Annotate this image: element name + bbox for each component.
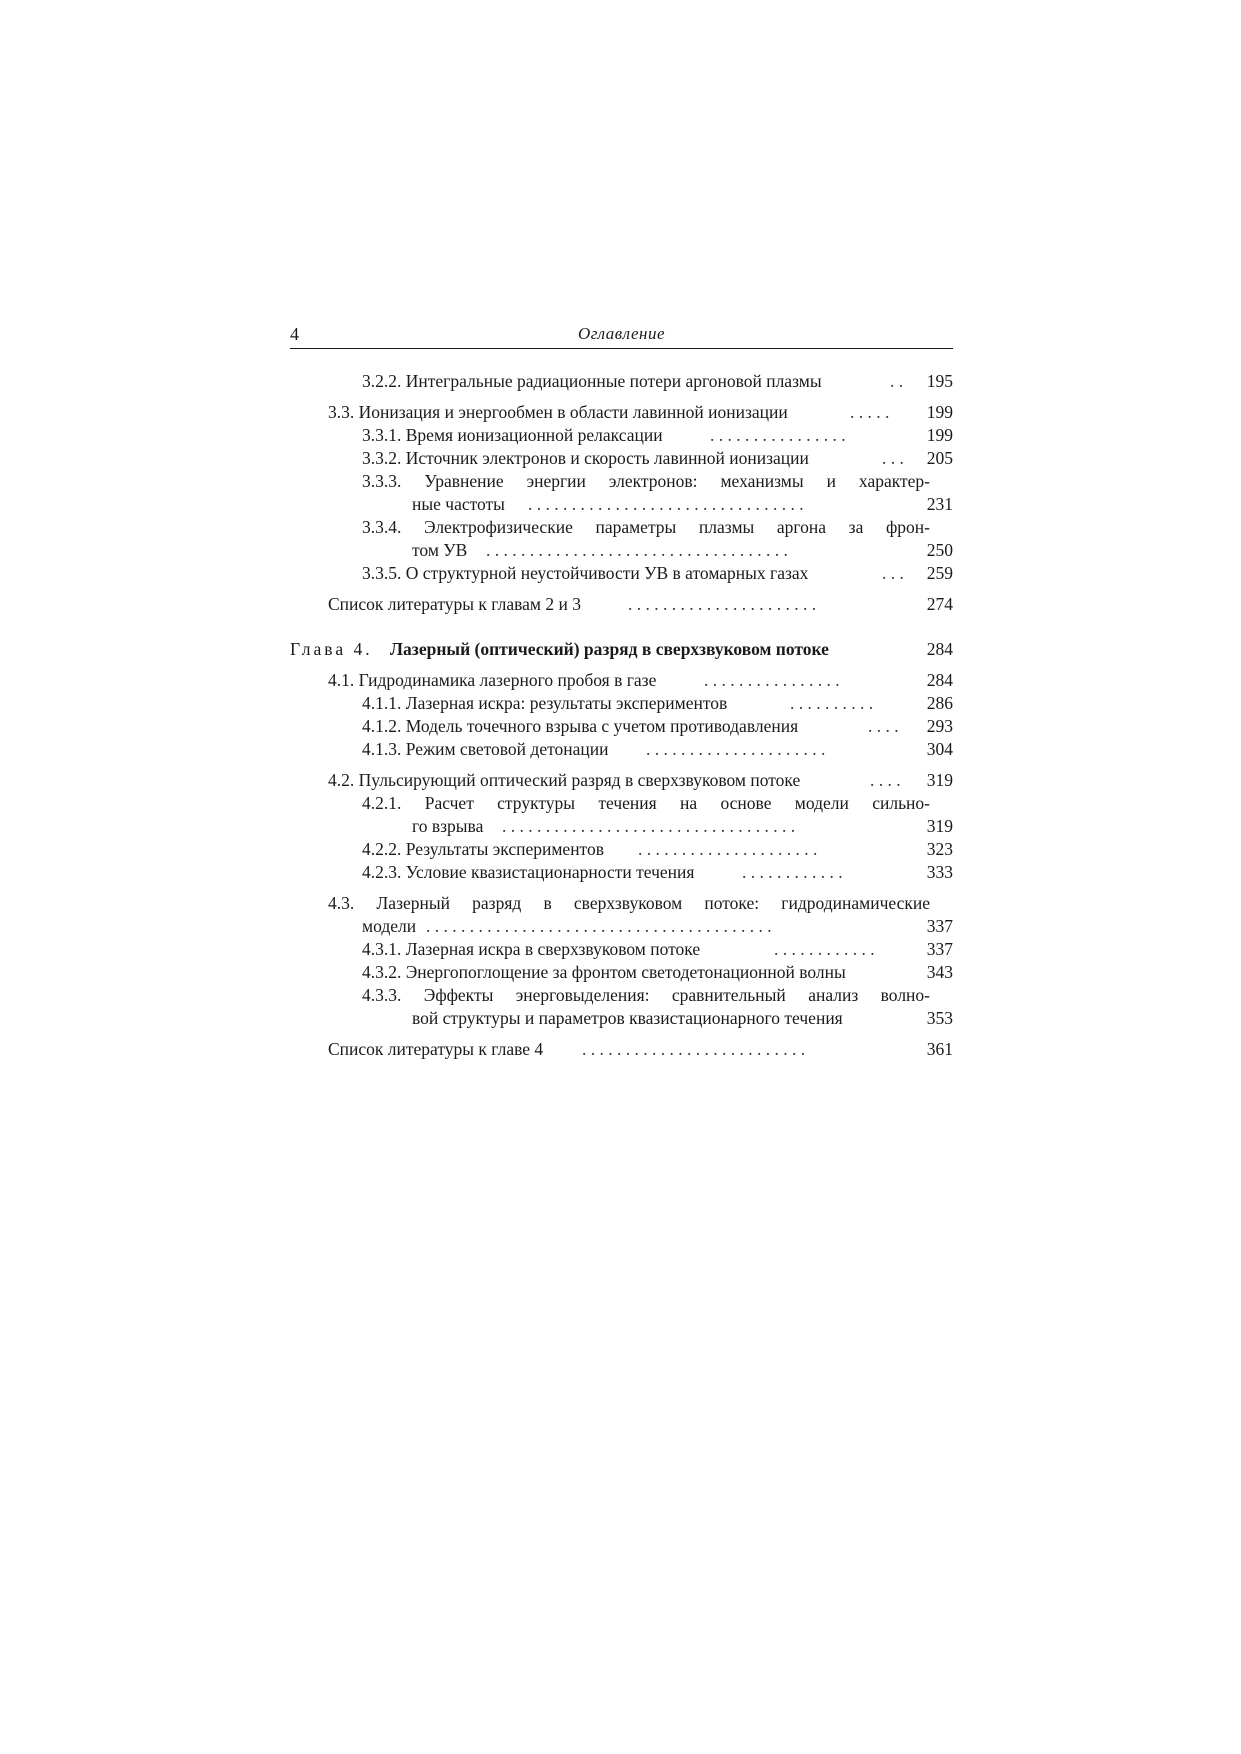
toc-entry-continuation[interactable] bbox=[290, 1007, 953, 1030]
toc-page-number: 199 bbox=[926, 402, 953, 422]
toc-entry[interactable] bbox=[290, 715, 953, 738]
toc-leader-dots: . . . bbox=[882, 448, 904, 468]
toc-entry-label: 3.3.2. Источник электронов и скорость лавинной ионизации bbox=[362, 448, 809, 468]
toc-entry[interactable] bbox=[290, 669, 953, 692]
toc-page-number: 250 bbox=[926, 540, 953, 560]
toc-leader-dots: . . . . . . . . . . . . . . . . bbox=[704, 670, 840, 690]
toc-entry-label: 4.3.1. Лазерная искра в сверхзвуковом потоке bbox=[362, 939, 701, 959]
toc-chapter-prefix: Глава 4. bbox=[290, 639, 373, 659]
toc-entry[interactable] bbox=[290, 516, 953, 539]
toc-entry-continuation[interactable] bbox=[290, 493, 953, 516]
toc-entry-continuation[interactable] bbox=[290, 815, 953, 838]
running-header bbox=[290, 322, 953, 349]
toc-page-number: 293 bbox=[926, 716, 953, 736]
toc-leader-dots: . . . . . . . . . . . . . . . . . . . . . . . . . . . . . . . . . . . bbox=[486, 540, 788, 560]
table-of-contents bbox=[290, 370, 953, 1061]
toc-page-number: 343 bbox=[926, 962, 953, 982]
toc-entry[interactable] bbox=[290, 447, 953, 470]
toc-entry-label: Список литературы к главе 4 bbox=[328, 1039, 544, 1059]
toc-entry[interactable] bbox=[290, 792, 953, 815]
toc-leader-dots: . . . . bbox=[870, 770, 901, 790]
toc-entry[interactable] bbox=[290, 984, 953, 1007]
toc-page-number: 259 bbox=[926, 563, 953, 583]
toc-page-number: 284 bbox=[926, 670, 953, 690]
toc-entry-label: вой структуры и параметров квазистационарного течения bbox=[412, 1008, 843, 1028]
toc-chapter-entry[interactable] bbox=[290, 638, 953, 661]
toc-chapter-title: Лазерный (оптический) разряд в сверхзвуковом потоке bbox=[390, 639, 829, 659]
toc-leader-dots: . . . . . . . . . . . . . . . . . . . . . bbox=[638, 839, 818, 859]
toc-entry[interactable] bbox=[290, 769, 953, 792]
toc-page-number: 195 bbox=[926, 371, 953, 391]
toc-page-number: 199 bbox=[926, 425, 953, 445]
toc-entry-label: 4.2.3. Условие квазистационарности течения bbox=[362, 862, 695, 882]
toc-leader-dots: . . . . . . . . . . . . bbox=[774, 939, 875, 959]
toc-leader-dots: . . . . . . . . . . . . . . . . . . . . . . . . . . . . . . . . . . . . . . . . bbox=[426, 916, 772, 936]
toc-page-number: 205 bbox=[926, 448, 953, 468]
toc-page-number: 361 bbox=[926, 1039, 953, 1059]
toc-entry-label: 3.2.2. Интегральные радиационные потери аргоновой плазмы bbox=[362, 371, 822, 391]
running-title: Оглавление bbox=[577, 324, 666, 343]
toc-entry-label: модели bbox=[362, 916, 417, 936]
toc-entry[interactable] bbox=[290, 370, 953, 393]
toc-entry[interactable] bbox=[290, 892, 953, 915]
toc-entry[interactable] bbox=[290, 562, 953, 585]
toc-entry-references[interactable] bbox=[290, 1038, 953, 1061]
toc-page-number: 353 bbox=[926, 1008, 953, 1028]
toc-page-number: 284 bbox=[926, 639, 953, 659]
toc-entry[interactable] bbox=[290, 861, 953, 884]
toc-leader-dots: . . . . . . . . . . . . bbox=[742, 862, 843, 882]
toc-page-number: 231 bbox=[926, 494, 953, 514]
toc-entry-label: 4.3.2. Энергопоглощение за фронтом светодетонационной волны bbox=[362, 962, 846, 982]
toc-entry-label: 3.3.4. Электрофизические параметры плазмы аргона за фрон- bbox=[362, 517, 930, 537]
toc-leader-dots: . . . . bbox=[868, 716, 899, 736]
toc-page-number: 274 bbox=[926, 594, 953, 614]
toc-page-number: 337 bbox=[926, 916, 953, 936]
toc-entry-continuation[interactable] bbox=[290, 915, 953, 938]
toc-page-number: 304 bbox=[926, 739, 953, 759]
toc-entry[interactable] bbox=[290, 938, 953, 961]
page-number: 4 bbox=[290, 324, 299, 344]
toc-entry-label: 3.3.3. Уравнение энергии электронов: механизмы и характер- bbox=[362, 471, 930, 491]
toc-page-number: 337 bbox=[926, 939, 953, 959]
toc-leader-dots: . . . . . . . . . . . . . . . . . . . . . . bbox=[628, 594, 817, 614]
toc-entry[interactable] bbox=[290, 738, 953, 761]
toc-entry-label: 4.1.3. Режим световой детонации bbox=[362, 739, 609, 759]
toc-entry-label: 4.2.2. Результаты экспериментов bbox=[362, 839, 604, 859]
toc-entry-label: 3.3.5. О структурной неустойчивости УВ в атомарных газах bbox=[362, 563, 809, 583]
toc-entry[interactable] bbox=[290, 424, 953, 447]
toc-leader-dots: . . . . . . . . . . . . . . . . . . . . . . . . . . . . . . . . bbox=[528, 494, 804, 514]
toc-entry-label: 4.3.3. Эффекты энерговыделения: сравнительный анализ волно- bbox=[362, 985, 930, 1005]
toc-leader-dots: . . . . . . . . . . . . . . . . . . . . . . . . . . . . . . . . . . bbox=[502, 816, 796, 836]
toc-entry-label: го взрыва bbox=[412, 816, 484, 836]
toc-entry-label: ные частоты bbox=[412, 494, 505, 514]
toc-entry[interactable] bbox=[290, 961, 953, 984]
toc-entry[interactable] bbox=[290, 401, 953, 424]
toc-page-number: 286 bbox=[926, 693, 953, 713]
toc-page-number: 323 bbox=[926, 839, 953, 859]
toc-leader-dots: . . . . . . . . . . . . . . . . . . . . . . . . . . bbox=[582, 1039, 806, 1059]
toc-entry-label: 4.1.1. Лазерная искра: результаты экспериментов bbox=[362, 693, 728, 713]
toc-page-number: 333 bbox=[926, 862, 953, 882]
toc-leader-dots: . . . . . . . . . . . . . . . . . . . . . bbox=[646, 739, 826, 759]
toc-leader-dots: . . . . . . . . . . . . . . . . bbox=[710, 425, 846, 445]
toc-leader-dots: . . . . . bbox=[850, 402, 890, 422]
toc-entry-label: 4.3. Лазерный разряд в сверхзвуковом потоке: гидродинамические bbox=[328, 893, 930, 913]
toc-entry-label: Список литературы к главам 2 и 3 bbox=[328, 594, 581, 614]
toc-entry-label: 4.2.1. Расчет структуры течения на основе модели сильно- bbox=[362, 793, 930, 813]
toc-page-number: 319 bbox=[926, 816, 953, 836]
toc-entry[interactable] bbox=[290, 470, 953, 493]
toc-entry-label: 4.1. Гидродинамика лазерного пробоя в газе bbox=[328, 670, 657, 690]
toc-entry-label: том УВ bbox=[412, 540, 468, 560]
toc-entry-label: 4.2. Пульсирующий оптический разряд в сверхзвуковом потоке bbox=[328, 770, 801, 790]
toc-entry-continuation[interactable] bbox=[290, 539, 953, 562]
toc-page-number: 319 bbox=[926, 770, 953, 790]
toc-leader-dots: . . bbox=[890, 371, 904, 391]
toc-entry[interactable] bbox=[290, 692, 953, 715]
toc-entry[interactable] bbox=[290, 838, 953, 861]
toc-leader-dots: . . . . . . . . . . bbox=[790, 693, 874, 713]
toc-entry-label: 3.3. Ионизация и энергообмен в области лавинной ионизации bbox=[328, 402, 788, 422]
toc-entry-label: 3.3.1. Время ионизационной релаксации bbox=[362, 425, 663, 445]
toc-entry-references[interactable] bbox=[290, 593, 953, 616]
toc-leader-dots: . . . bbox=[882, 563, 904, 583]
toc-entry-label: 4.1.2. Модель точечного взрыва с учетом противодавления bbox=[362, 716, 799, 736]
